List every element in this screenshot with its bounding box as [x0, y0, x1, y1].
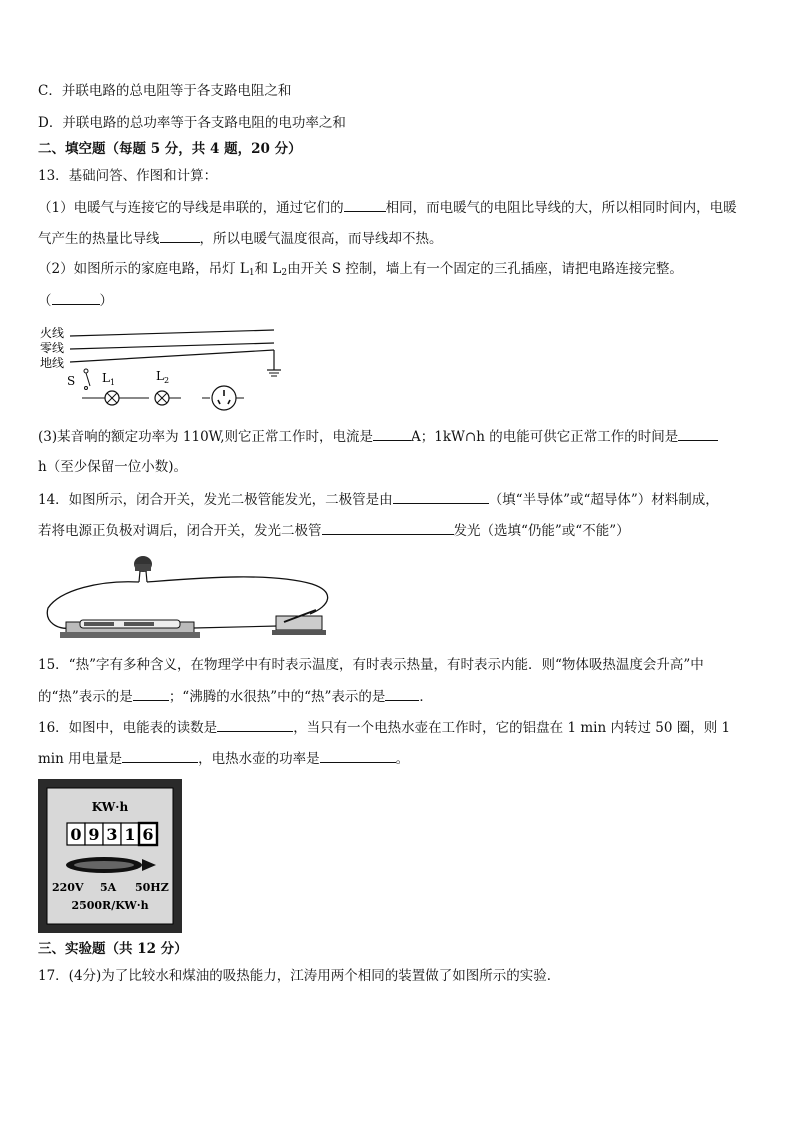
- q17-stem: 17．(4分)为了比较水和煤油的吸热能力，江涛用两个相同的装置做了如图所示的实验．: [38, 968, 561, 984]
- meter-digit: 1: [124, 825, 136, 844]
- q13-part1-line2: [38, 229, 443, 248]
- q13-part1-line1: [38, 198, 737, 217]
- q16-d: ，电热水壶的功率是: [198, 751, 320, 767]
- switch-symbol: [84, 369, 90, 390]
- answer-blank[interactable]: [678, 427, 718, 441]
- q13-p3-a: (3)某音响的额定功率为 110W,则它正常工作时，电流是: [38, 429, 373, 445]
- q14-line1: [38, 490, 719, 509]
- meter-voltage: 220V: [52, 881, 84, 894]
- paren-close: ）: [99, 293, 113, 309]
- q14-b: （填“半导体”或“超导体”）材料制成，: [488, 492, 719, 508]
- meter-revolutions: 2500R/KW·h: [71, 899, 149, 912]
- lamp1-label: $L_1$: [102, 371, 116, 387]
- switch-label: S: [67, 374, 76, 388]
- q13-part2: [38, 260, 683, 282]
- q16-line2: [38, 749, 409, 768]
- meter-digit-decimal: 6: [142, 825, 154, 844]
- lamp2-symbol: [155, 391, 169, 405]
- wire-bottom: [194, 626, 278, 628]
- q13-p2-a: （2）如图所示的家庭电路，吊灯 L: [38, 261, 249, 277]
- q16-c: min 用电量是: [38, 751, 123, 767]
- q13-p1-d: ，所以电暖气温度很高，而导线却不热。: [199, 231, 443, 247]
- q13-p2-sub2: 2: [281, 268, 288, 278]
- q16-e: 。: [395, 751, 410, 767]
- lamp2-label: $L_2$: [156, 369, 170, 385]
- lamp1-symbol: [105, 391, 119, 405]
- ground-wire: [70, 350, 274, 362]
- q13-p2-c: 由开关 S 控制，墙上有一个固定的三孔插座，请把电路连接完整。: [287, 261, 683, 277]
- q13-p2-b: 和 L: [254, 261, 282, 277]
- socket-symbol: [212, 386, 236, 410]
- q15-line2: [38, 687, 433, 706]
- option-d: D．并联电路的总功率等于各支路电阻的电功率之和: [38, 115, 346, 131]
- neutral-wire-label: 零线: [40, 341, 65, 355]
- q16-b: ，当只有一个电热水壶在工作时，它的铝盘在 1 min 内转过 50 圈，则 1: [293, 720, 731, 736]
- q16-line1: [38, 718, 730, 737]
- meter-unit: KW·h: [91, 800, 129, 814]
- q15-line1: 15．“热”字有多种含义，在物理学中有时表示温度，有时表示热量，有时表示内能．则“物体吸热温度会升高”中: [38, 657, 704, 673]
- q15-c: ；“沸腾的水很热”中的“热”表示的是: [168, 689, 386, 705]
- q16-a: 16．如图中，电能表的读数是: [38, 720, 218, 736]
- meter-counter: [67, 823, 157, 845]
- electricity-meter-figure: [38, 779, 182, 933]
- q14-d: 发光（选填“仍能”或“不能”）: [453, 523, 630, 539]
- battery-holder-icon: [60, 620, 200, 638]
- q13-part3-line2: h（至少保留一位小数)。: [38, 459, 187, 475]
- led-bulb-icon: [134, 556, 152, 582]
- meter-digit: 3: [106, 825, 118, 844]
- meter-digit: 0: [70, 825, 82, 844]
- q15-d: ．: [419, 689, 433, 705]
- live-wire: [70, 330, 274, 336]
- answer-blank[interactable]: [122, 749, 198, 763]
- q13-p1-b: 相同，而电暖气的电阻比导线的大，所以相同时间内，电暖: [385, 200, 737, 216]
- answer-blank[interactable]: [217, 718, 293, 732]
- meter-frequency: 50HZ: [135, 881, 169, 894]
- section-3-title: 三、实验题（共 12 分）: [38, 941, 188, 957]
- q13-p3-b: A；1kW∩h 的电能可供它正常工作的时间是: [411, 429, 679, 445]
- answer-blank[interactable]: [385, 687, 419, 701]
- wire-right: [147, 577, 328, 614]
- q13-p1-c: 气产生的热量比导线: [38, 231, 160, 247]
- answer-blank[interactable]: [52, 291, 100, 305]
- answer-blank[interactable]: [160, 229, 200, 243]
- q13-stem: 13．基础问答、作图和计算：: [38, 168, 218, 184]
- ground-wire-label: 地线: [40, 356, 65, 370]
- q14-line2: [38, 521, 630, 540]
- led-circuit-figure: [40, 550, 340, 645]
- neutral-wire: [70, 343, 274, 349]
- meter-disc-arrow-icon: [66, 857, 156, 873]
- answer-blank[interactable]: [322, 521, 454, 535]
- answer-blank[interactable]: [320, 749, 396, 763]
- meter-current: 5A: [100, 881, 117, 894]
- section-2-title: 二、填空题（每题 5 分，共 4 题，20 分）: [38, 141, 302, 157]
- q15-b: 的“热”表示的是: [38, 689, 133, 705]
- answer-blank[interactable]: [393, 490, 489, 504]
- option-c: C．并联电路的总电阻等于各支路电阻之和: [38, 83, 292, 99]
- q13-p2-sub1: 1: [248, 268, 255, 278]
- live-wire-label: 火线: [40, 326, 65, 340]
- q13-part3-line1: [38, 427, 718, 446]
- paren-open: （: [38, 293, 52, 309]
- q13-part2-answer: [38, 291, 113, 310]
- switch-icon: [272, 610, 326, 635]
- household-circuit-figure: [38, 318, 298, 416]
- answer-blank[interactable]: [133, 687, 169, 701]
- q14-a: 14．如图所示，闭合开关，发光二极管能发光，二极管是由: [38, 492, 393, 508]
- answer-blank[interactable]: [373, 427, 411, 441]
- ground-symbol: [267, 370, 281, 376]
- answer-blank[interactable]: [344, 198, 386, 212]
- meter-digit: 9: [88, 825, 100, 844]
- q13-p1-a: （1）电暖气与连接它的导线是串联的，通过它们的: [38, 200, 344, 216]
- q14-c: 若将电源正负极对调后，闭合开关，发光二极管: [38, 523, 322, 539]
